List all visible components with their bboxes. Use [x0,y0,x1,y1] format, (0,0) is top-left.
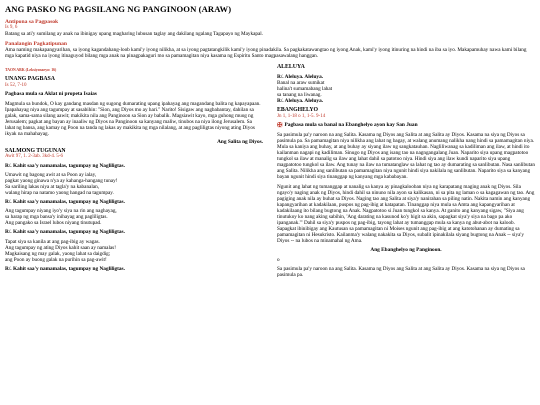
salmo-response-4: R/. Kahit saa'y namamalas, tagumpay ng Nagliligtas. [5,265,125,272]
unang-pagbasa-sub: Pagbasa mula sa Aklat ni propeta Isaias [5,91,97,98]
salmo-line: Umawit ng bagong awit at sa Poon ay ialay, [5,172,97,179]
salmo-heading: SALMONG TUGUNAN [5,147,66,154]
antipona-text: Batang sa ati'y sumilang ay anak na ibinigay upang magharing lubusan taglay ang dakilang ngalang Tagapayo ng Maykapal. [5,30,264,37]
aleluya-response-1: R/. Aleluya. Aleluya. [277,73,324,80]
salmo-line: Tapat siya sa kanila at ang pag-ibig ay wagas. [5,238,100,245]
antipona-heading: Antipona sa Pagpasok [5,19,59,25]
salmo-line: Magkaisang ng may galak, yaong lahat sa daigdig; [5,250,111,257]
right-column [277,64,535,278]
missal-page [5,4,535,278]
aleluya-response-2: R/. Aleluya. Aleluya. [277,97,324,104]
unang-pagbasa-text: Magmula sa bundok, O kay gandang masdan ng sugong dumarating upang ipahayag ang magandang balita ng kapayapaan. Ipapahayag niya ang tagumpay at sasabihin: "Sion, ang Diyos mo ay hari." Narito! Sisigaw ang nagbabantay, dahilan sa galak, sama-sama silang aawit; makikita nila ang Panginoon sa Sion ay babalik. Magsiawit kayo, mga guhong muog ng Jerusalem; pagkat ang bayan ay inaaliw ng Diyos na Panginoon sa kanyang maliw, tinubos na niya ilong Jerusalem. Sa lahat ng bansa, ang kamay ng Poon na tanda ng lakas ay makikita ng mga nilalang, at ang pagliligtas niyong ating Diyos ikyak na mahahayag. [5,100,261,137]
page-title: ANG PASKO NG PAGSILANG NG PANGINOON (ARAW) [5,4,232,14]
antipona-ref: Is 9, 6 [5,25,18,31]
aleluya-line: sa tanang na liwanag. [277,91,322,98]
ebanghelyo-o: o [277,257,280,264]
left-column [5,64,263,278]
salmo-line: Ang pangako sa Israel lubos niyang tinutupad. [5,220,102,227]
taon-label: TAON ABK (Leksiyonaryo: 16) [5,68,57,72]
ebanghelyo-ref: Jn 1, 1-18 o 1, 1-5. 9-14 [277,113,326,119]
ebanghelyo-sub: Pagbasa mula sa banal na Ebanghelyo ayon kay San Juan [284,122,418,129]
ebanghelyo-sub-row [277,122,535,129]
ebanghelyo-heading: EBANGHELYO [277,107,319,113]
salmo-line: ang Poon ay buong galak na purihin sa pag-awit! [5,256,107,263]
salmo-line: walang hirap na natamo yaong hangad na tagumpay. [5,190,114,197]
ebanghelyo-closing: Ang Ebanghelyo ng Panginoon. [370,247,442,254]
aleluya-heading: ALELUYA [277,64,305,70]
panalangin-heading: Panalangin Pagkatipunan [5,40,68,47]
panalangin-text: Ama naming makapangyarihan, sa iyong kagandahang-loob kami'y iyong nilikha, at sa iyong pagtatangkilik kami'y iyong pinadakila. Sa pagkakatawangtao ng iyong Anak, kami'y iyong itinuring na hindi na iba sa iyo. Makapamuhay nawa kami bilang mga kapatid niya na iyong itinaguyod bilang mga anak na pinagpakaguri mo sa pamamagitan niya kasama ng Espiritu Santo magpasawalang hanggan. [5,47,527,59]
ebanghelyo-para-2: Ngunit ang lahat ng tumanggap at nanalig sa kanya ay pinagkalooban niya ng karapatang maging anak ng Diyos. Sila ngayo'y naging anak ng Diyos, hindi dahil sa ninuno nila ayon sa kalikasan, ni sa pita ng laman o sa kagagawan ng tao. Ang pagiging anak nila ay buhat sa Diyos. Naging tao ang Salita at siya'y nanirahan sa piling natin. Nakita namin ang kanyang kapangyarihan at kadakilaan, puspos ng pag-ibig at katapatan. Tinanggap niya mula sa Amta ang kapangyarihan at kadakilaang ito bilang bugtong na Anak. Nagpatotoo si Juan tungkol sa kanya. At ganito ang kanyang sigaw, "Siya ang tinutukoy ko nang aking sabihin, 'Ang darating na kasunod ko'y higit sa akin, sapagkat siya'y siya na bago pa ako ipanganak.'" Dahil sa siya'y puspos ng pag-ibig, tayong lahat ay tumanggap mula sa kanya ng abut-abot na kaloob. Sapagkat ibinibigay ang Kautusan sa pamamagitan ni Moises ngunit ang pag-ibig at ang katotohanan ay dumating sa pamamagitan ni Hesukristo. Kailanma'y walang nakakita sa Diyos, subalit ipinakilala siyang bugtong na Anak -- siya'y Diyos -- na lubos na minamahal ng Ama. [277,184,535,245]
salmo-response-1: R/. Kahit saa'y namamalas, tagumpay ng Nagliligtas. [5,162,125,169]
unang-pagbasa-heading: UNANG PAGBASA [5,76,55,82]
salmo-line: Ang tagumpay niyang iyo'y siya na rin ang naghayag, [5,208,117,215]
salmo-response-3: R/. Kahit saa'y namamalas, tagumpay ng Nagliligtas. [5,229,125,236]
ebanghelyo-para-3: Sa pasimula pa'y naroon na ang Salita. Kasama ng Diyos ang Salita at ang Salita ay Diyos. Kasama na siya ng Diyos sa pasimula pa. [277,266,525,279]
unang-pagbasa-closing: Ang Salita ng Diyos. [217,138,263,145]
unang-pagbasa-ref: Is 52, 7-10 [5,82,27,88]
cross-icon: ✠ [277,121,283,129]
aleluya-line: halina't sumamabang lahat [277,85,333,92]
salmo-line: Sa sariling lakas niya at tagla'y na kabanalan, [5,184,99,191]
salmo-line: sa harap ng mga bansa'y inihayag ang pagliligtas. [5,214,108,221]
salmo-line: pagkat yaong ginawa n'ya ay kahanga-hangang tunay! [5,178,118,185]
salmo-ref: Awit 97, 1. 2-3ab. 3kd-4. 5-6 [5,154,64,160]
two-column-readings [5,64,535,278]
aleluya-line: Banal na araw sumikat [277,79,325,86]
salmo-line: Ang tagumpay ng ating Diyos kahit saan ay namalas! [5,244,116,251]
ebanghelyo-para-1: Sa pasimula pa'y naroon na ang Salita. Kasama ng Diyos ang Salita at ang Salita ay Diyos. Kasama na siya ng Diyos sa pasimula pa. Sa pamamagitan niya nilikha ang lahat ng bagay, at walang anumang nalikha nang hindi sa pamamagitan niya. Mula sa kaniya ang buhay, at ang buhay ay siyang ilaw ng sangkatauhan. Nagliliwanag sa kadiliman ang ilaw, at hindi ito kailanman nagapi ng kadiliman. Sinugo ng Diyos ang isang tao na nagngangalang Juan. Naparito siya upang magpatotoo tungkol sa ilaw at manalig sa ilaw ang lahat dahil sa patotoo niya. Hindi siya ang ilaw kundi naparito siya upang magpatotoo tungkol sa ilaw. Ang tunay na ilaw na tumatanglaw sa lahat ng tao ay dumarating sa sanlibutan. Nasa sanlibutan ang Salita. Nilikha ang sanlibutan sa pamamagitan niya ngunit hindi siya nakilala ng sanlibutan. Naparito siya sa kanyang bayan ngunit hindi siya tinanggap ng kanyang mga kababayan. [277,132,535,181]
salmo-response-2: R/. Kahit saa'y namamalas, tagumpay ng Nagliligtas. [5,199,125,206]
